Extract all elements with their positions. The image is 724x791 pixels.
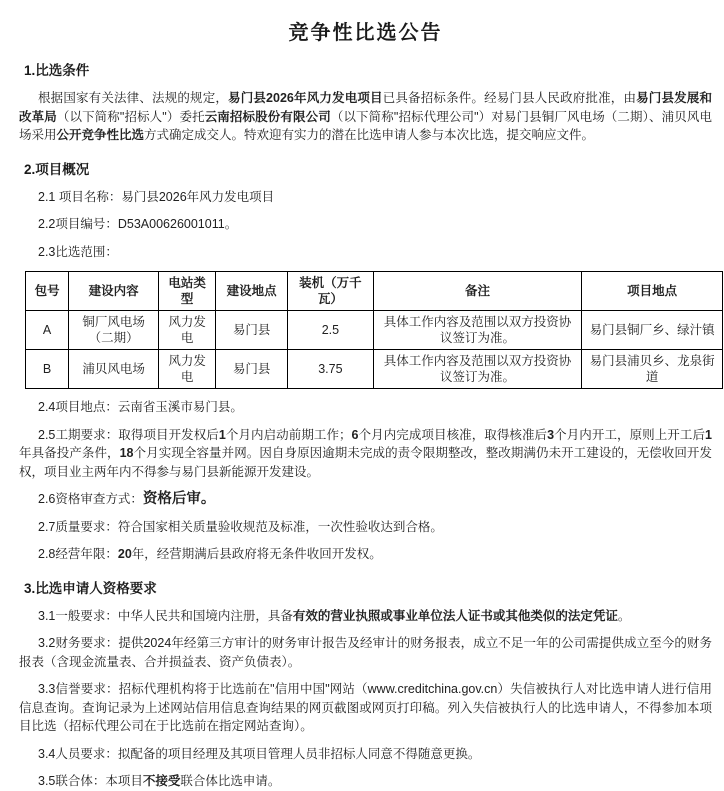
text-segment-bold: 云南招标股份有限公司 — [204, 109, 331, 124]
table-cell: 具体工作内容及范围以双方投资协议签订为准。 — [373, 350, 581, 389]
text-segment: 。 — [617, 608, 631, 623]
text-segment: 2.2项目编号：D53A00626001011。 — [38, 217, 238, 231]
paragraph — [19, 188, 712, 207]
table-cell: 铜厂风电场（二期） — [69, 311, 159, 350]
text-segment: 个月实现全容量并网。因自身原因逾期未完成的责令限期整改，整改期满仍未开工建设的，无偿收回开发权，项目业主两年内不得参与易门县新能源开发建设。 — [19, 446, 712, 479]
text-segment-bold: 易门县发展和改革局 — [19, 91, 712, 124]
table-cell: 2.5 — [288, 311, 374, 350]
text-segment: 2.7质量要求：符合国家相关质量验收规范及标准，一次性验收达到合格。 — [38, 519, 443, 534]
text-segment: 3.1一般要求：中华人民共和国境内注册，具备 — [38, 608, 293, 623]
text-segment: （以下简称"招标代理公司"）对易门县铜厂风电场（二期）、浦贝风电场采用 — [19, 109, 712, 142]
table-head — [26, 272, 723, 311]
text-segment-bold: 易门县2026年风力发电项目 — [228, 91, 383, 105]
table-cell: 具体工作内容及范围以双方投资协议签订为准。 — [373, 311, 581, 350]
table-header-cell: 建设内容 — [69, 272, 159, 311]
text-segment-bold: 公开竞争性比选 — [56, 128, 145, 142]
table-body — [26, 311, 723, 389]
paragraph — [19, 426, 712, 482]
text-segment: 3.3信誉要求：招标代理机构将于比选前在"信用中国"网站（www.creditchina.gov.cn）失信被执行人对比选申请人进行信用信息查询。查询记录为上述网站信用信息查询结果的网页截图或网页打印稿。列入失信被执行人的比选申请人，不得参加本项目比选（招标代理公司在于比选前在指定网站查询）。 — [19, 682, 712, 733]
text-segment-bold: 18 — [119, 446, 134, 460]
table-header-cell: 电站类型 — [159, 272, 216, 311]
paragraph — [19, 545, 712, 564]
table-cell: 风力发电 — [159, 311, 216, 350]
text-segment-bold: 6 — [351, 427, 359, 442]
text-segment-bold: 不接受 — [142, 774, 181, 788]
text-segment: 个月内完成项目核准，取得核准后 — [358, 427, 548, 442]
paragraph — [19, 215, 712, 234]
text-segment: 2.3比选范围： — [38, 244, 118, 259]
table-cell: 易门县 — [216, 350, 288, 389]
text-segment: 联合体比选申请。 — [180, 774, 281, 788]
section-heading: 2.项目概况 — [24, 161, 90, 177]
table-cell: 浦贝风电场 — [69, 350, 159, 389]
document-title: 竞争性比选公告 — [288, 22, 443, 44]
text-segment: 2.5工期要求：取得项目开发权后 — [38, 427, 219, 442]
text-segment: 已具备招标条件。经易门县人民政府批准，由 — [382, 91, 637, 105]
paragraph — [19, 680, 712, 736]
text-segment-bold: 有效的营业执照或事业单位法人证书或其他类似的法定凭证 — [292, 608, 618, 623]
text-segment: 根据国家有关法律、法规的规定， — [38, 91, 229, 105]
table-cell: 易门县浦贝乡、龙泉街道 — [582, 350, 723, 389]
paragraph — [19, 772, 712, 791]
table-header-row — [26, 272, 723, 311]
text-segment: 2.1 项目名称：易门县2026年风力发电项目 — [38, 189, 275, 204]
paragraph — [19, 490, 712, 509]
table-header-cell: 包号 — [26, 272, 69, 311]
text-segment-bold: 1 — [218, 427, 226, 442]
paragraph — [19, 398, 712, 417]
text-segment-bold: 20 — [117, 547, 132, 561]
text-segment: 方式确定成交人。特欢迎有实力的潜在比选申请人参与本次比选，提交响应文件。 — [144, 128, 595, 142]
table-header-cell: 建设地点 — [216, 272, 288, 311]
paragraph — [19, 243, 712, 262]
text-segment: 2.8经营年限： — [38, 547, 118, 561]
text-segment: 年，经营期满后县政府将无条件收回开发权。 — [131, 547, 382, 561]
paragraph — [19, 634, 712, 671]
table-header-cell: 项目地点 — [582, 272, 723, 311]
text-segment-bold: 资格后审。 — [142, 491, 216, 507]
selection-scope-table — [25, 271, 723, 389]
table-cell: A — [26, 311, 69, 350]
text-segment: 个月内开工，原则上开工后 — [554, 427, 706, 442]
table-header-cell: 装机（万千瓦） — [288, 272, 374, 311]
table-row — [26, 311, 723, 350]
text-segment-bold: 3 — [547, 427, 555, 442]
paragraph — [19, 89, 712, 145]
table-row — [26, 350, 723, 389]
text-segment: 年具备投产条件， — [19, 446, 120, 460]
paragraph — [19, 745, 712, 764]
text-segment: 2.6资格审查方式： — [38, 492, 143, 506]
section-heading: 1.比选条件 — [24, 63, 90, 78]
text-segment: 3.5联合体：本项目 — [38, 774, 143, 788]
text-segment: （以下简称"招标人"）委托 — [56, 109, 205, 124]
table-cell: 易门县铜厂乡、绿汁镇 — [582, 311, 723, 350]
table-cell: 易门县 — [216, 311, 288, 350]
text-segment-bold: 1 — [705, 427, 712, 442]
text-segment: 3.4人员要求：拟配备的项目经理及其项目管理人员非招标人同意不得随意更换。 — [38, 746, 481, 761]
text-segment: 个月内启动前期工作； — [225, 427, 352, 442]
table-cell: 风力发电 — [159, 350, 216, 389]
paragraph — [19, 518, 712, 537]
section-heading: 3.比选申请人资格要求 — [24, 580, 157, 596]
text-segment: 3.2财务要求：提供2024年经第三方审计的财务审计报告及经审计的财务报表，成立不足一年的公司需提供成立至今的财务报表（含现金流量表、合并损益表、资产负债表）。 — [19, 636, 712, 669]
table-cell: 3.75 — [288, 350, 374, 389]
table-cell: B — [26, 350, 69, 389]
document-body — [19, 62, 715, 791]
paragraph — [19, 607, 712, 626]
text-segment: 2.4项目地点：云南省玉溪市易门县。 — [38, 400, 243, 414]
table-header-cell: 备注 — [373, 272, 581, 311]
